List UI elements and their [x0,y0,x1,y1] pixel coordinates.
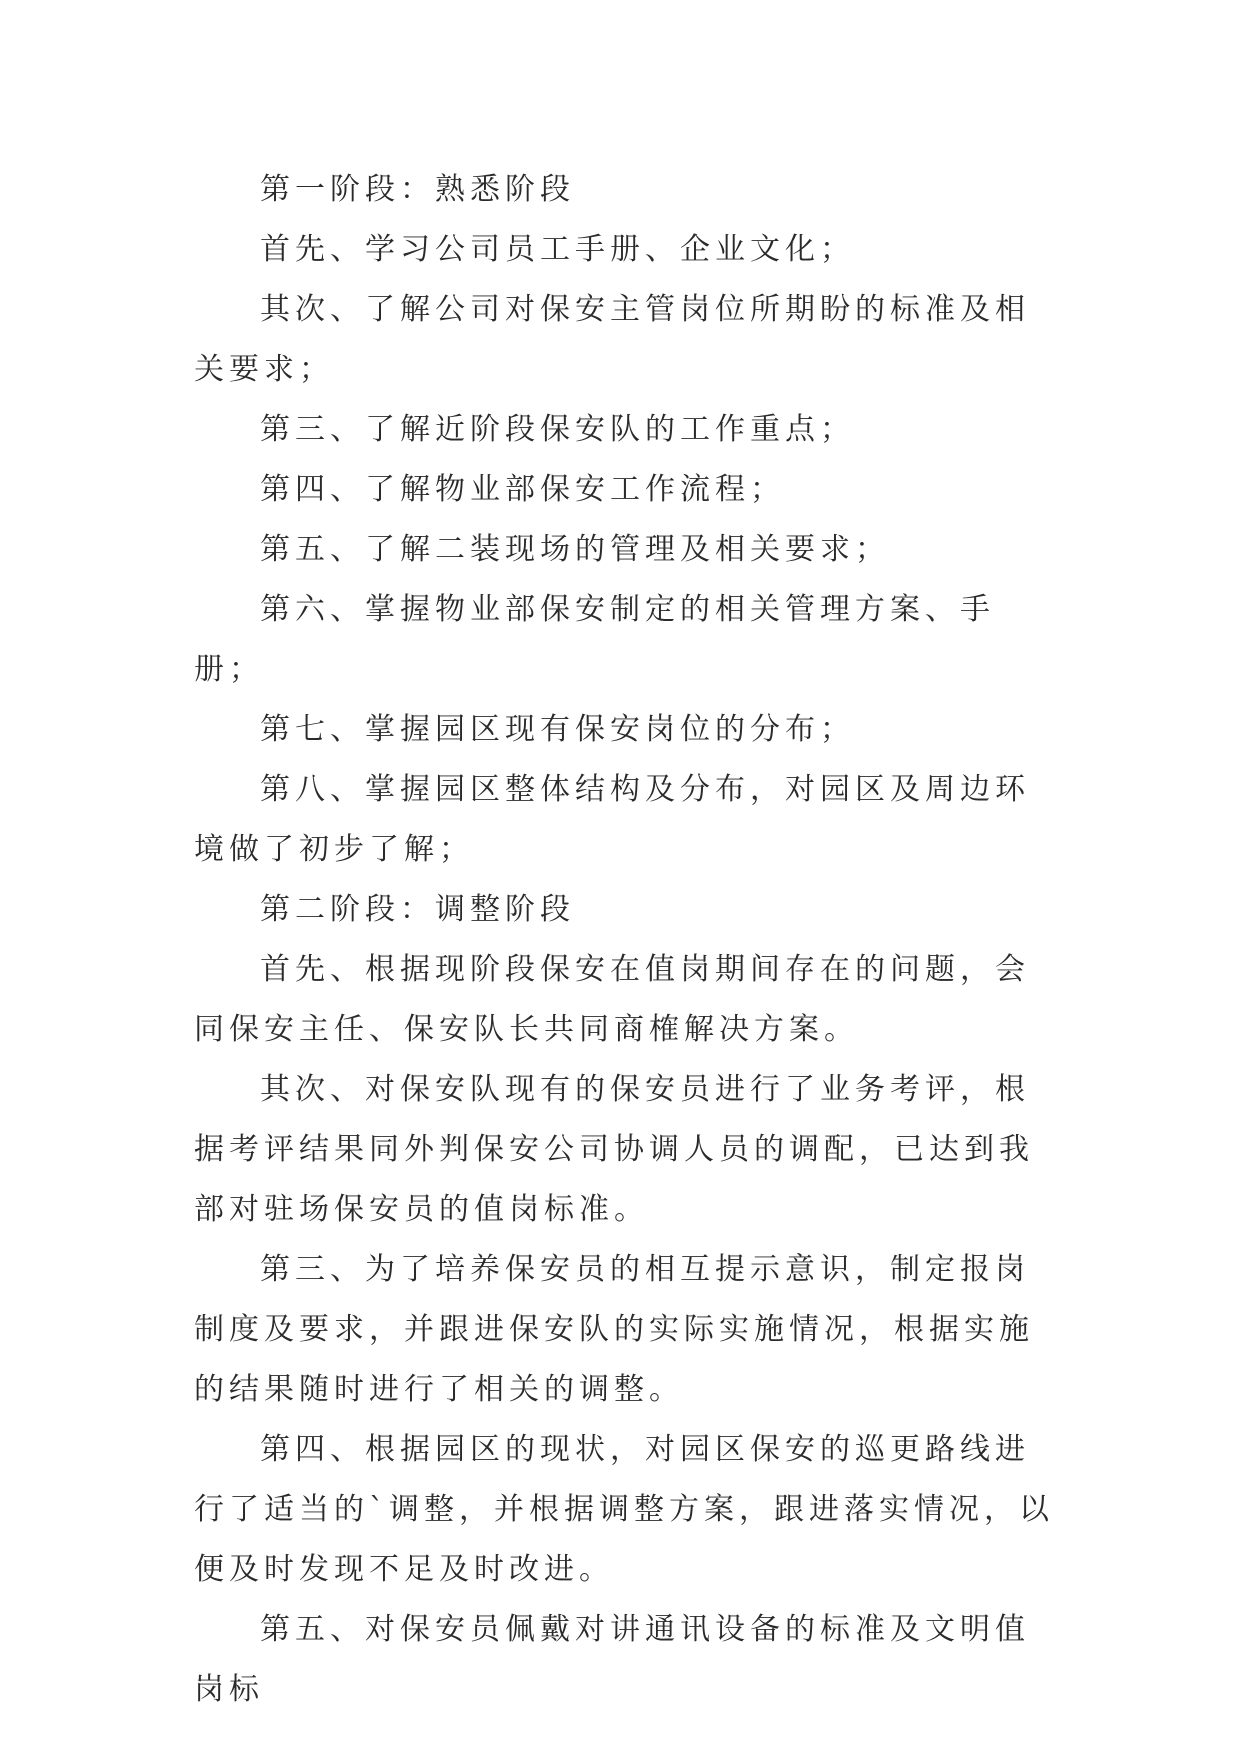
document-body [194,160,1054,1720]
paragraph: 第五、对保安员佩戴对讲通讯设备的标准及文明值岗标 [194,1612,1030,1707]
paragraph: 其次、对保安队现有的保安员进行了业务考评，根据考评结果同外判保安公司协调人员的调配，已达到我部对驻场保安员的值岗标准。 [194,1072,1034,1227]
paragraph: 首先、根据现阶段保安在值岗期间存在的问题，会同保安主任、保安队长共同商榷解决方案。 [194,952,1030,1047]
paragraph-stage-one-heading: 第一阶段：熟悉阶段 [260,172,575,207]
paragraph: 第四、了解物业部保安工作流程； [260,472,785,507]
paragraph: 第八、掌握园区整体结构及分布，对园区及周边环境做了初步了解； [194,772,1030,867]
paragraph-stage-two-heading: 第二阶段：调整阶段 [260,892,575,927]
paragraph: 第六、掌握物业部保安制定的相关管理方案、手册； [194,592,995,687]
paragraph: 第三、了解近阶段保安队的工作重点； [260,412,855,447]
paragraph: 首先、学习公司员工手册、企业文化； [260,232,855,267]
paragraph: 第四、根据园区的现状，对园区保安的巡更路线进行了适当的`调整，并根据调整方案，跟进落实情况，以便及时发现不足及时改进。 [194,1432,1054,1587]
paragraph: 第三、为了培养保安员的相互提示意识，制定报岗制度及要求，并跟进保安队的实际实施情况，根据实施的结果随时进行了相关的调整。 [194,1252,1034,1407]
paragraph: 第五、了解二装现场的管理及相关要求； [260,532,890,567]
paragraph: 第七、掌握园区现有保安岗位的分布； [260,712,855,747]
paragraph: 其次、了解公司对保安主管岗位所期盼的标准及相关要求； [194,292,1030,387]
